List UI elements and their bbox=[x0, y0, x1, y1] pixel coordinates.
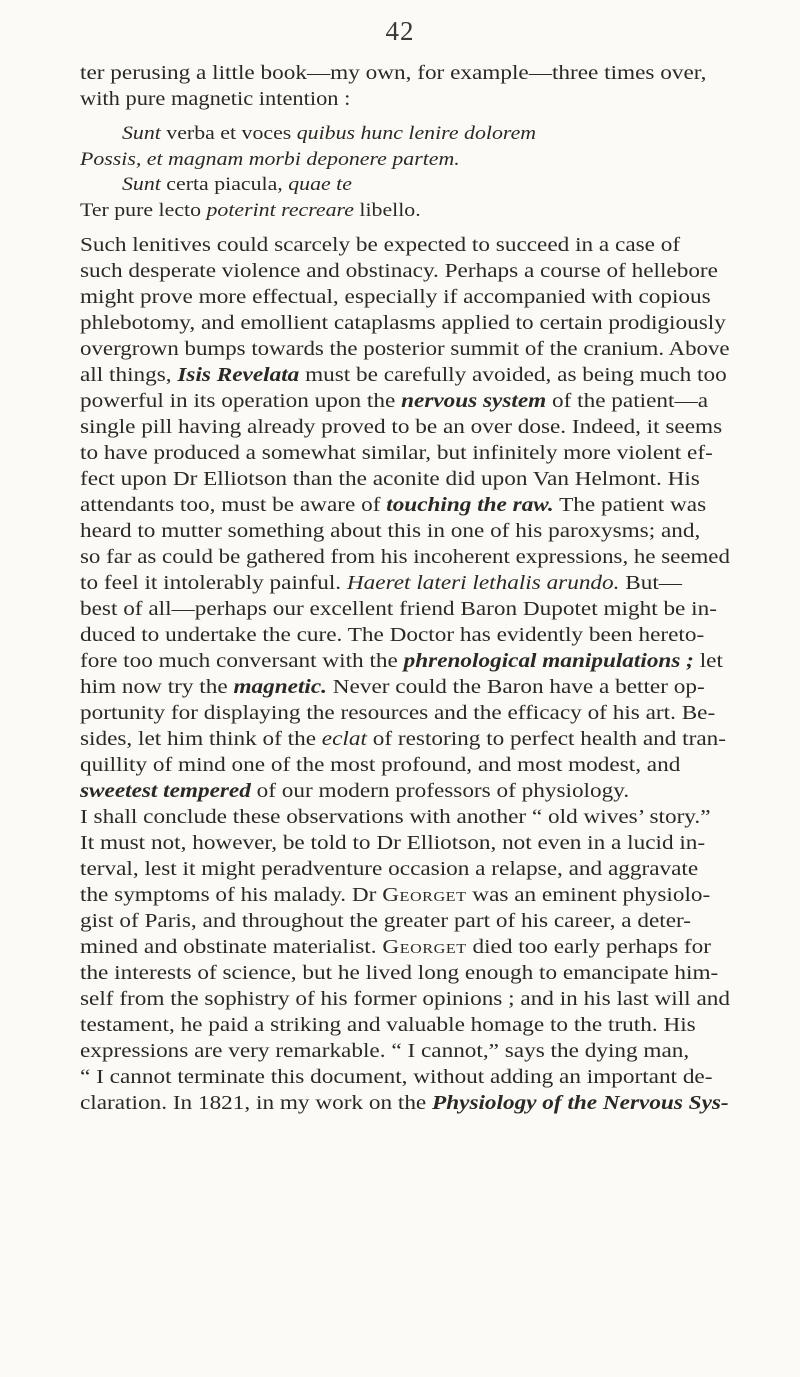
text-line bbox=[80, 388, 708, 414]
text-line bbox=[80, 726, 726, 752]
text-line bbox=[80, 648, 723, 674]
text-line bbox=[80, 700, 715, 726]
text-run: such desperate violence and obstinacy. Perhaps a course of hellebore bbox=[80, 260, 718, 282]
text-run: But— bbox=[619, 572, 683, 594]
text-line bbox=[80, 492, 706, 518]
text-run: touching the raw. bbox=[386, 494, 554, 516]
text-run: Sunt bbox=[122, 123, 161, 144]
text-run: died too early perhaps for bbox=[466, 936, 711, 958]
text-line bbox=[80, 622, 704, 648]
text-run: must be carefully avoided, as being much too bbox=[299, 364, 727, 386]
text-run: quillity of mind one of the most profound, and most modest, and bbox=[80, 754, 681, 776]
text-run: certa piacula, bbox=[160, 174, 289, 195]
text-run: so far as could be gathered from his incoherent expressions, he seemed bbox=[80, 546, 730, 568]
text-run: might prove more effectual, especially if accompanied with copious bbox=[80, 286, 711, 308]
text-run: Georget bbox=[382, 884, 467, 906]
text-run: Isis Revelata bbox=[177, 364, 300, 386]
text-run: Possis, et magnam morbi deponere partem. bbox=[80, 149, 460, 170]
page-number: 42 bbox=[385, 16, 415, 46]
text-line bbox=[80, 544, 730, 570]
text-run: verba et voces bbox=[160, 123, 297, 144]
text-line bbox=[80, 752, 680, 778]
text-run: sweetest tempered bbox=[80, 780, 251, 802]
text-run: duced to undertake the cure. The Doctor has evidently been hereto- bbox=[80, 624, 705, 646]
text-run: sides, let him think of the bbox=[80, 728, 322, 750]
text-run: expressions are very remarkable. “ I cannot,” says the dying man, bbox=[80, 1040, 690, 1062]
text-run: powerful in its operation upon the bbox=[80, 390, 402, 412]
text-run: of our modern professors of physiology. bbox=[250, 780, 630, 802]
text-line bbox=[80, 674, 705, 700]
text-run: nervous system bbox=[401, 390, 547, 412]
text-run: terval, lest it might peradventure occasion a relapse, and aggravate bbox=[80, 858, 699, 880]
text-run: quibus hunc lenire dolorem bbox=[296, 123, 537, 144]
text-line bbox=[80, 830, 705, 856]
text-run: phlebotomy, and emollient cataplasms applied to certain prodigiously bbox=[80, 312, 726, 334]
text-run: quae te bbox=[288, 174, 352, 195]
text-line bbox=[80, 310, 726, 336]
text-run: “ I cannot terminate this document, without adding an important de- bbox=[80, 1066, 713, 1088]
text-run: him now try the bbox=[80, 676, 234, 698]
text-run: eclat bbox=[321, 728, 367, 750]
text-run: of the patient—a bbox=[546, 390, 709, 412]
text-run: Never could the Baron have a better op- bbox=[326, 676, 705, 698]
text-run: self from the sophistry of his former opinions ; and in his last will and bbox=[80, 988, 730, 1010]
text-line bbox=[80, 804, 711, 830]
text-run: mined and obstinate materialist. bbox=[80, 936, 383, 958]
text-line bbox=[122, 121, 536, 147]
text-run: the symptoms of his malady. Dr bbox=[80, 884, 383, 906]
text-run: was an eminent physiolo- bbox=[466, 884, 711, 906]
text-run: attendants too, must be aware of bbox=[80, 494, 387, 516]
text-run: Such lenitives could scarcely be expected to succeed in a case of bbox=[80, 234, 681, 256]
text-run: fore too much conversant with the bbox=[80, 650, 404, 672]
text-run: The patient was bbox=[553, 494, 707, 516]
text-line bbox=[80, 934, 711, 960]
text-run: gist of Paris, and throughout the greater part of his career, a deter- bbox=[80, 910, 692, 932]
text-line bbox=[80, 570, 682, 596]
text-run: magnetic. bbox=[233, 676, 327, 698]
text-run: to have produced a somewhat similar, but infinitely more violent ef- bbox=[80, 442, 713, 464]
text-line bbox=[80, 147, 460, 173]
text-line bbox=[80, 86, 350, 112]
text-line bbox=[80, 1038, 689, 1064]
text-run: heard to mutter something about this in one of his paroxysms; and, bbox=[80, 520, 701, 542]
text-run: I shall conclude these observations with another “ old wives’ story.” bbox=[80, 806, 711, 828]
text-line bbox=[122, 172, 352, 198]
text-line bbox=[80, 518, 700, 544]
text-run: Physiology of the Nervous Sys- bbox=[432, 1092, 729, 1114]
text-line bbox=[80, 232, 680, 258]
text-run: overgrown bumps towards the posterior summit of the cranium. Above bbox=[80, 338, 730, 360]
text-line bbox=[80, 440, 713, 466]
text-line bbox=[80, 1012, 696, 1038]
text-run: fect upon Dr Elliotson than the aconite did upon Van Helmont. His bbox=[80, 468, 700, 490]
text-run: poterint recreare bbox=[206, 200, 354, 221]
text-run: of restoring to perfect health and tran- bbox=[366, 728, 726, 750]
text-line bbox=[80, 198, 421, 224]
text-line bbox=[80, 284, 711, 310]
text-run: let bbox=[693, 650, 723, 672]
text-run: best of all—perhaps our excellent friend Baron Dupotet might be in- bbox=[80, 598, 717, 620]
text-run: to feel it intolerably painful. bbox=[80, 572, 347, 594]
text-line bbox=[80, 414, 722, 440]
text-line bbox=[80, 856, 698, 882]
text-line bbox=[80, 778, 629, 804]
text-run: the interests of science, but he lived long enough to emancipate him- bbox=[80, 962, 719, 984]
text-line bbox=[80, 960, 718, 986]
text-run: Haeret lateri lethalis arundo. bbox=[346, 572, 620, 594]
text-run: libello. bbox=[353, 200, 421, 221]
text-line bbox=[80, 336, 730, 362]
text-line bbox=[80, 466, 700, 492]
text-run: with pure magnetic intention : bbox=[80, 88, 351, 110]
text-run: claration. In 1821, in my work on the bbox=[80, 1092, 433, 1114]
text-line bbox=[80, 1090, 729, 1116]
text-run: all things, bbox=[80, 364, 178, 386]
text-run: It must not, however, be told to Dr Elliotson, not even in a lucid in- bbox=[80, 832, 706, 854]
text-line bbox=[80, 596, 717, 622]
text-line bbox=[80, 986, 730, 1012]
text-line bbox=[80, 1064, 712, 1090]
text-run: Sunt bbox=[122, 174, 161, 195]
text-line bbox=[80, 60, 706, 86]
text-line bbox=[80, 882, 710, 908]
text-line bbox=[80, 362, 727, 388]
text-run: Ter pure lecto bbox=[80, 200, 207, 221]
text-run: ter perusing a little book—my own, for example—three times over, bbox=[80, 62, 707, 84]
text-run: single pill having already proved to be an over dose. Indeed, it seems bbox=[80, 416, 723, 438]
text-run: Georget bbox=[382, 936, 467, 958]
text-run: testament, he paid a striking and valuable homage to the truth. His bbox=[80, 1014, 696, 1036]
text-run: portunity for displaying the resources and the efficacy of his art. Be- bbox=[80, 702, 716, 724]
text-run: phrenological manipulations ; bbox=[403, 650, 694, 672]
text-line bbox=[80, 908, 691, 934]
text-line bbox=[80, 258, 718, 284]
